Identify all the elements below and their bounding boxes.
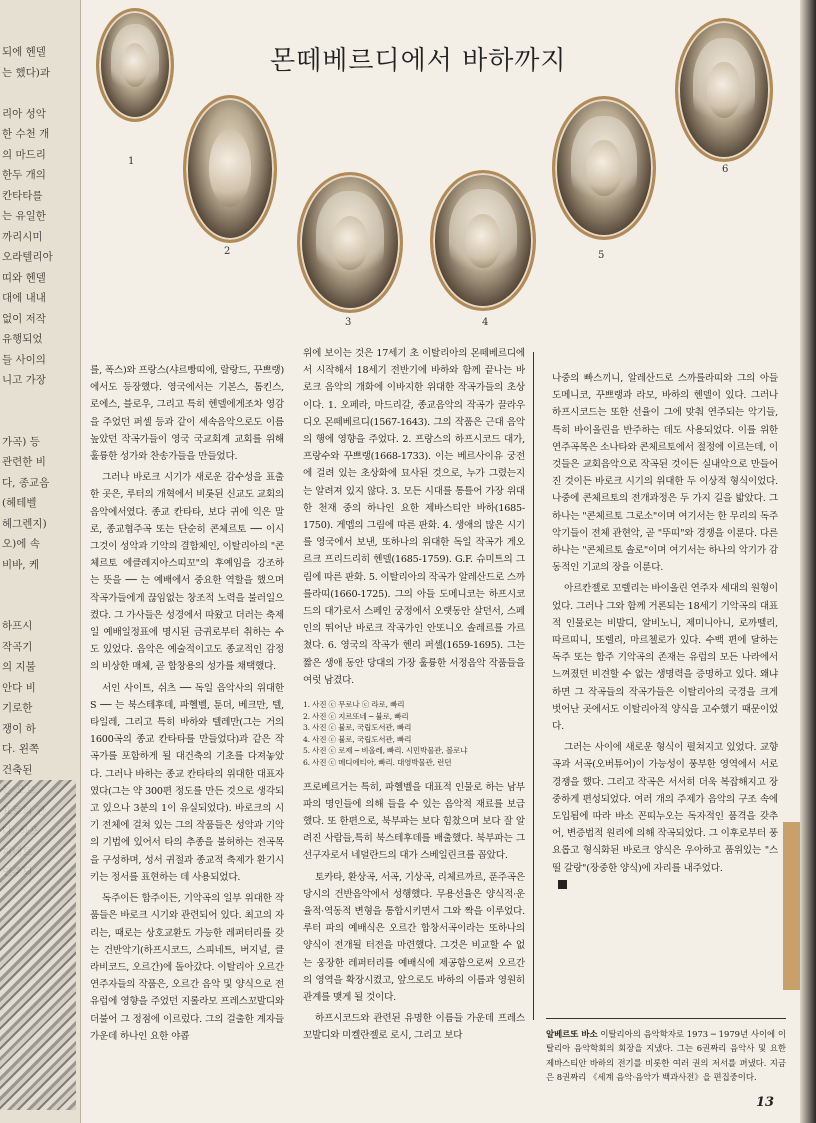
gutter-line: 의 마드리 [2,148,46,161]
gutter-line: 기로한 [2,702,33,714]
col3-paragraph: 그러는 사이에 새로운 형식이 펼쳐지고 있었다. 교향곡과 서곡(오버튜어)이 가능성이 풍부한 영역에서 서로 경쟁을 했다. 그리고 작곡은 서서히 더욱 복잡해지고 장중하게 편성되었다. 여러 개의 주제가 음악의 구조 속에 도입됨에 따라 바소 꼰띠누오는 독자적인 품격을 갖추어, 변증법적 원리에 의해 작곡되었다. 그 이후로부터 풍요롭고 형식화된 바로크 양식은 우아하고 품위있는 "스띨 갈랑"(장중한 양식)에 자리를 내주었다. [552,742,778,874]
gutter-line: 한 수천 개 [2,128,50,140]
gutter-line: 는 했다)과 [2,66,51,79]
photo-credit: 3. 사진 ⓒ 뷸로, 국립도서관, 빠리 [303,723,412,733]
previous-page-gutter [0,0,81,1123]
gutter-line: 니고 가장 [2,374,46,386]
photo-credit: 5. 사진 ⓒ 로제 ─ 비올레, 빠리. 시민박물관, 볼로냐 [303,746,468,756]
gutter-line: 관련한 비 [2,456,46,468]
photo-credits [303,699,525,769]
gutter-line: 없이 저작 [2,312,46,325]
gutter-line: (헤테벨 [2,497,37,509]
gutter-line: 의 지불 [2,661,36,673]
gutter-line: 하프시 [2,620,33,632]
gutter-line: 헤그렌지) [2,517,47,530]
author-name: 알베르또 바소 [546,1029,598,1039]
bio-divider [546,1018,786,1019]
col1-paragraph: 를, 폭스)와 프랑스(샤르빵띠에, 랄랑드, 꾸쁘랭)에서도 등장했다. 영국에서는 기본스, 톰킨스, 로에스, 블로우, 그리고 특히 헨델에게조차 영감을 주었던 퍼셀 등과 같이 세속음악으로도 이름높았던 작곡가들이 영국 국교회계 교회를 위해 훌륭한 성가와 찬송가들을 만들었다. [90,365,284,463]
portrait-caption: 위에 보이는 것은 17세기 초 이탈리아의 몬떼베르디에서 시작해서 18세기 전반기에 바하와 함께 끝나는 바로크 음악의 개화에 이바지한 위대한 작곡가들의 초상이다. 1. 오페라, 마드리갈, 종교음악의 작곡가 끌라우디오 몬떼베르디(1567-1643). 그의 작품은 근대 음악의 행에 영향을 주었다. 2. 프랑스의 하프시코드 대가, 프랑수와 꾸쁘랭(1668-1733). 이는 베르사이유 궁전에 걸려 있는 초상화에 묘사된 것으로, 누가 그렸는지는 알려져 있지 않다. 3. 모든 시대를 통틀어 가장 위대한 천재 중의 하나인 요한 제바스티안 바하(1685-1750). 게멥의 그림에 따른 판화. 4. 생애의 많은 시기를 영국에서 보낸, 또하나의 위대한 독일 작곡가 게오르크 프리드리히 헨델(1685-1759). G.F. 슈미트의 그림에 따른 판화. 5. 이탈리아의 작곡가 알레산드로 스까를라띠(1660-1725). 그의 아들 도메니코는 하프시코드의 대가로서 스페인 궁정에서 오랫동안 살던서, 스페인의 뛰어난 바로크 작곡가인 안또니오 솔레르를 가르쳤다. 6. 영국의 작곡가 헨리 퍼셀(1659-1695). 그는 짧은 생애 동안 당대의 가장 훌륭한 서정음악 작품들을 여럿 남겼다. [303,348,525,686]
gutter-line: 리아 성악 [2,107,46,120]
gutter-line: 들 사이의 [2,353,46,366]
gutter-line: 건축된 [2,763,33,776]
gutter-line: 작곡기 [2,640,33,653]
gutter-line: 까리시미 [2,230,43,243]
gutter-line: 띠와 헨델 [2,271,46,284]
col2-paragraph: 토카타, 환상곡, 서곡, 기상곡, 리체르까르, 푼주곡은 당시의 건반음악에서 성행했다. 무용선율은 양식적·운율적·역동적 변형을 통합시키면서 그와 짝을 이루었다. 루터 파의 예배식은 오르간 합창서곡이라는 또하나의 양식이 전개될 터전을 마련했다. 그것은 비교할 수 없는 웅장한 레퍼터리를 예배식에 제공함으로써 오르간의 영역을 확장시켰고, 앞으로도 바하의 이름과 영원히 관계를 맺게 될 것이다. [303,871,525,1004]
article-column-2 [303,345,525,1045]
gutter-line: 한두 개의 [2,169,46,181]
portrait-number-5: 5 [598,250,605,261]
col2-paragraph: 하프시코드와 관련된 유명한 이름들 가운데 프레스꼬발디와 미켈란젤로 로시, 그리고 보다 [303,1013,525,1042]
end-of-article-mark [558,880,567,889]
gutter-line: 오)에 속 [2,538,40,550]
gutter-line: 가곡) 등 [2,435,40,448]
portrait-number-2: 2 [224,246,231,257]
photo-credit: 6. 사진 ⓒ 메디에티아, 빠리. 대영박물관, 런던 [303,758,452,768]
column-divider [533,352,534,1020]
col1-paragraph: 서인 사이트, 쉬츠 ── 독일 음악사의 위대한 S ── 는 북스테후데, 파헬벨, 툰더, 베크만, 텔, 타일레, 그리고 특히 바하와 텔레만(그는 거의 1600곡의 종교 칸타타를 만들었다)과 같은 작곡가를 포함하게 될 대건축의 기초를 다져놓았다. 그러나 바하는 종교 칸타타의 위대한 대표자였다(그는 약 300편 정도를 만든 것으로 생각되고 있으나 3분의 1이 유실되었다). 바로크의 시기 전체에 걸쳐 있는 그의 작품들은 성악과 기악의 기법에 있어서 타의 추종을 불허하는 전곡목을 구성하며, 성서 귀절과 종교적 축제가 환기시키는 정서를 표현하는 데 사용되었다. [90,682,284,883]
gutter-line: 쟁이 하 [2,722,36,735]
page-edge-shadow [800,0,816,1123]
gutter-line: 유행되었 [2,333,43,345]
portrait-number-6: 6 [722,164,729,175]
photo-credit: 4. 사진 ⓒ 뷸로, 국립도서관, 빠리 [303,734,412,744]
gutter-line: 되에 헨델 [2,46,46,58]
author-bio [546,1027,786,1085]
portrait-number-3: 3 [345,317,352,328]
portrait-monteverdi [96,8,174,122]
col3-paragraph: 나중의 빠스끼니, 알레산드로 스까를라띠와 그의 아들 도메니코, 꾸쁘랭과 라모, 바하의 헨델이 있다. 그러나 하프시코드는 또한 선율이 그에 맞춰 연주되는 악기들, 특히 바이올린을 반주하는 데도 사용되었다. 이를 위한 연주곡목은 소나타와 콘체르토에서 절정에 이르는데, 이것들은 교회음악으로 작곡된 것이든 실내악으로 만들어진 것이든 바로크 시기의 위대한 두 이상적 형식이었다. 나중에 콘체르토의 전개과정은 두 가지 길을 밟았다. 그 하나는 "콘체르토 그로소"이며 여기서는 한 무리의 독주악기들이 전체 관현악, 곧 "뚜띠"와 경쟁을 이룬다. 다른 하나는 "콘체르토 솔로"이며 여기서는 하나의 악기가 감동적인 기교의 장을 이룬다. [552,373,778,574]
col2-paragraph: 프로베르거는 특히, 파헬벨을 대표적 인물로 하는 남부파의 명인들에 의해 들을 수 있는 음악적 재료를 보급했다. 또 한편으로, 북부파는 보다 힘찼으며 보다 잘 알려진 사람들,특히 북스테후데를 배출했다. 북부파는 그 선구자로서 네덜란드의 대가 스베일린크를 꼽았다. [303,781,525,862]
col3-paragraph: 아르칸젤로 꼬렐리는 바이올린 연주자 세대의 원형이었다. 그러나 그와 함께 거론되는 18세기 기악곡의 대표적 인물로는 비발디, 알비노니, 제미니아니, 로까뗄리, 따르띠니, 또렐리, 마르첼로가 있다. 수백 편에 달하는 독주 또는 합주 기악곡의 존재는 유럽의 모든 나라에서 느껴졌던 비견할 수 없는 생명력을 증명하고 있다. 왜냐하면 그 작곡들의 작곡가들은 이탈리아의 국경을 크게 벗어난 곳에서도 이탈리아적 양식을 고수했기 때문이었다. [552,583,778,733]
page-title: 몬떼베르디에서 바하까지 [270,46,567,76]
gutter-line: 는 유일한 [2,210,46,222]
portrait-bach [297,172,403,313]
photo-credit: 1. 사진 ⓒ 무로나 ⓒ 라로, 빠리 [303,700,405,710]
col1-paragraph: 그러나 바로크 시기가 새로운 감수성을 표출한 곳은, 루터의 개혁에서 비롯된 신교도 교회의 음악에서였다. 종교 칸타타, 보다 귀에 익은 말로, 종교협주곡 또는 단순히 콘체르토 ── 이시 그것이 성악과 기악의 결합체인, 이탈리아의 "콘체르토 에클레지아스띠꼬"의 후예임을 강조하는 뜻을 ── 는 예배에서 중요한 역할을 했으며 작곡가들에게 끊임없는 창조적 노력을 불러일으켰다. 그 가사들은 성경에서 따왔고 더러는 축제일 예배일정표에 명시된 금귀로부터 취하는 수도 있었다. 음악은 예술적이고도 종교적인 감정의 비상한 매체, 곧 합창용의 성가를 채택했다. [90,472,284,673]
gutter-line: 안다 비 [2,681,36,694]
gutter-line: 다, 종교음 [2,476,50,489]
portrait-handel [430,170,536,311]
col1-paragraph: 독주이든 합주이든, 기악곡의 일부 위대한 작품들은 바로크 시기와 관련되어 있다. 최고의 자리는, 때로는 상호교환도 가능한 레퍼터리를 갖는 건반악기(하프시코드, 스피네트, 버지널, 클라비코드, 오르간)에 돌아갔다. 이탈리아 오르간 연주자들의 작품은, 오르간 음악 및 양식으로 전 유럽에 영향을 주었던 지롤라모 프레스꼬발디와 더불어 그 정점에 이르렀다. 그의 걸출한 계자들 가운데 하나인 요한 야콥 [90,893,284,1042]
portrait-number-4: 4 [482,317,489,328]
gutter-line: 칸타타를 [2,189,43,202]
author-bio-text: 이탈리아의 음악학자로 1973 ─ 1979년 사이에 이탈리아 음악학회의 회장을 지냈다. 그는 6권짜리 음악사 및 요한 제바스티안 바하의 전기를 비롯한 여러 권의 저서를 펴냈다. 지금은 8권짜리 《세계 음악·음악가 백과사전》을 편집중이다. [546,1029,786,1083]
article-column-3 [552,370,778,894]
gutter-line: 비바, 케 [2,558,40,571]
portrait-number-1: 1 [128,156,135,167]
portrait-purcell [675,18,773,162]
portrait-couperin [183,95,277,243]
article-column-1 [90,362,284,1045]
portrait-scarlatti [552,96,656,240]
gutter-line: 대에 내내 [2,292,46,304]
gutter-line: 오라텔리아 [2,251,53,263]
photo-credit: 2. 사진 ⓒ 지르또네 ─ 뷸로, 빠리 [303,711,409,721]
gutter-engraving-image [0,780,76,1110]
gutter-line: 다. 왼쪽 [2,743,40,755]
page-number: 13 [756,1095,775,1110]
